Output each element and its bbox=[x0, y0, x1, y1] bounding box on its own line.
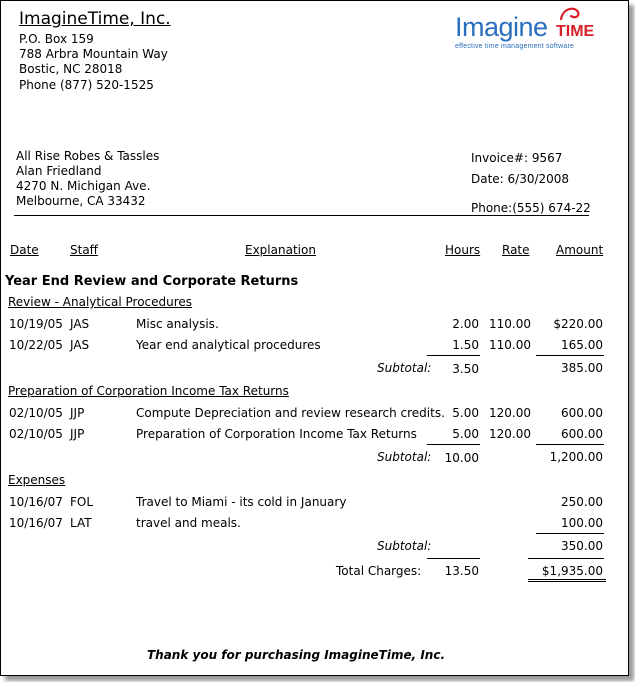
total-hours-rule bbox=[427, 558, 480, 559]
company-name: ImagineTime, Inc. bbox=[19, 9, 171, 29]
subtotal-amount: 350.00 bbox=[561, 539, 603, 553]
row-amount: 600.00 bbox=[561, 427, 603, 441]
total-charges-label: Total Charges: bbox=[336, 564, 422, 578]
logo-tagline: effective time management software bbox=[455, 43, 575, 50]
row-amount: 100.00 bbox=[561, 516, 603, 530]
row-date: 02/10/05 bbox=[9, 427, 63, 441]
row-staff: JAS bbox=[70, 317, 90, 331]
header-divider bbox=[14, 215, 589, 216]
logo-word: Imagine bbox=[455, 12, 548, 42]
column-header-rate: Rate bbox=[502, 243, 530, 257]
row-staff: FOL bbox=[70, 495, 94, 509]
row-explanation: Compute Depreciation and review research credits. bbox=[136, 406, 445, 420]
invoice-number: Invoice#: 9567 bbox=[471, 151, 563, 165]
subtotal-hours-rule bbox=[427, 355, 480, 356]
company-address-line-1: P.O. Box 159 bbox=[19, 32, 94, 46]
row-explanation: Travel to Miami - its cold in January bbox=[136, 495, 347, 509]
column-header-hours: Hours bbox=[445, 243, 481, 257]
row-hours: 5.00 bbox=[452, 406, 479, 420]
total-double-rule-top bbox=[528, 579, 606, 580]
imaginetime-logo bbox=[455, 5, 605, 57]
section-title: Year End Review and Corporate Returns bbox=[5, 274, 299, 289]
logo-swirl-icon bbox=[559, 5, 581, 23]
subtotal-hours: 3.50 bbox=[452, 362, 479, 376]
row-amount: 250.00 bbox=[561, 495, 603, 509]
logo-time-word: TIME bbox=[556, 23, 595, 40]
row-hours: 1.50 bbox=[452, 338, 479, 352]
total-amount: $1,935.00 bbox=[541, 564, 603, 578]
subtotal-hours: 10.00 bbox=[444, 451, 479, 465]
subtotal-hours-rule bbox=[427, 444, 480, 445]
bill-to-line-2: Alan Friedland bbox=[16, 164, 102, 178]
row-amount: 165.00 bbox=[561, 338, 603, 352]
total-amount-rule bbox=[528, 558, 604, 559]
subtotal-label: Subtotal: bbox=[377, 361, 432, 375]
row-date: 10/19/05 bbox=[9, 317, 63, 331]
bill-to-line-3: 4270 N. Michigan Ave. bbox=[16, 179, 151, 193]
row-date: 10/16/07 bbox=[9, 516, 63, 530]
row-rate: 120.00 bbox=[489, 406, 531, 420]
subtotal-amount: 1,200.00 bbox=[549, 450, 603, 464]
subtotal-label: Subtotal: bbox=[377, 539, 432, 553]
row-explanation: Misc analysis. bbox=[136, 317, 219, 331]
column-header-date: Date bbox=[10, 243, 39, 257]
column-header-explanation: Explanation bbox=[245, 243, 316, 257]
row-date: 10/16/07 bbox=[9, 495, 63, 509]
subtotal-amount-rule bbox=[536, 444, 604, 445]
group-title-expenses: Expenses bbox=[8, 473, 66, 487]
total-hours: 13.50 bbox=[444, 564, 479, 578]
subtotal-amount: 385.00 bbox=[561, 361, 603, 375]
subtotal-label: Subtotal: bbox=[377, 450, 432, 464]
bill-to-line-1: All Rise Robes & Tassles bbox=[16, 149, 160, 163]
row-explanation: travel and meals. bbox=[136, 516, 241, 530]
column-header-amount: Amount bbox=[556, 243, 604, 257]
subtotal-amount-rule bbox=[536, 355, 604, 356]
row-amount: $220.00 bbox=[553, 317, 603, 331]
column-header-staff: Staff bbox=[70, 243, 98, 257]
company-address-line-2: 788 Arbra Mountain Way bbox=[19, 47, 168, 61]
row-staff: JJP bbox=[70, 427, 85, 441]
row-staff: JJP bbox=[70, 406, 85, 420]
group-title-corporate-returns: Preparation of Corporation Income Tax Returns bbox=[8, 384, 289, 398]
row-date: 10/22/05 bbox=[9, 338, 63, 352]
subtotal-amount-rule bbox=[536, 533, 604, 534]
row-staff: LAT bbox=[70, 516, 92, 530]
invoice-phone: Phone:(555) 674-22 bbox=[471, 201, 591, 215]
row-explanation: Preparation of Corporation Income Tax Returns bbox=[136, 427, 417, 441]
invoice-date: Date: 6/30/2008 bbox=[471, 172, 570, 186]
row-rate: 110.00 bbox=[489, 317, 531, 331]
bill-to-line-4: Melbourne, CA 33432 bbox=[16, 194, 146, 208]
thank-you-footer: Thank you for purchasing ImagineTime, Inc. bbox=[146, 648, 446, 662]
row-date: 02/10/05 bbox=[9, 406, 63, 420]
row-explanation: Year end analytical procedures bbox=[136, 338, 321, 352]
row-rate: 110.00 bbox=[489, 338, 531, 352]
row-staff: JAS bbox=[70, 338, 90, 352]
company-address-line-3: Bostic, NC 28018 bbox=[19, 62, 123, 76]
total-double-rule-bottom bbox=[528, 581, 606, 582]
group-title-review: Review - Analytical Procedures bbox=[8, 295, 193, 309]
company-phone: Phone (877) 520-1525 bbox=[19, 78, 154, 92]
row-hours: 2.00 bbox=[452, 317, 479, 331]
row-amount: 600.00 bbox=[561, 406, 603, 420]
row-rate: 120.00 bbox=[489, 427, 531, 441]
row-hours: 5.00 bbox=[452, 427, 479, 441]
